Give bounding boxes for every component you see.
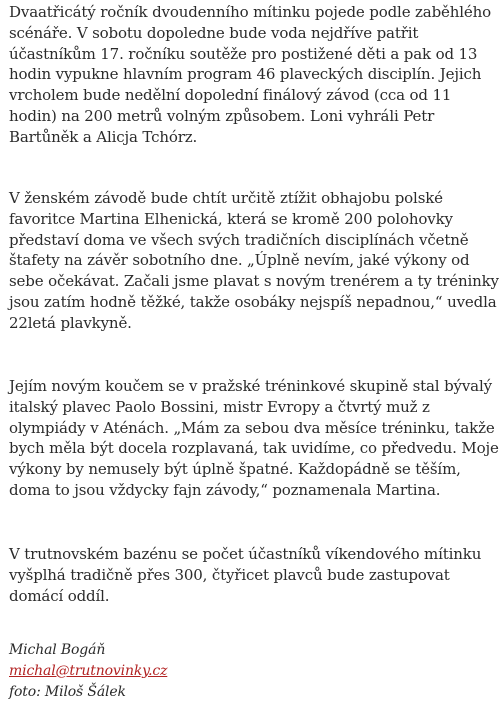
article-paragraph-4: V trutnovském bazénu se počet účastníků víkendového mítinku vyšplhá tradičně přes 300, čtyřicet plavců bude zastupovat domácí oddíl. bbox=[9, 545, 482, 605]
article-paragraph-3: Jejím novým koučem se v pražské tréninkové skupině stal bývalý italský plavec Paolo Bossini, mistr Evropy a čtvrtý muž z olympiády v Aténách. „Mám za sebou dva měsíce tréninku, takže bych měla být docela rozplavaná, tak uvidíme, co předvedu. Moje výkony by nemusely být úplně špatné. Každopádně se těším, doma to jsou vždycky fajn závody,“ poznamenala Martina. bbox=[9, 377, 499, 499]
article-paragraph-2: V ženském závodě bude chtít určitě ztížit obhajobu polské favoritce Martina Elhenická, která se kromě 200 polohovky představí doma ve všech svých tradičních disciplínách včetně štafety na závěr sobotního dne. „Úplně nevím, jaké výkony od sebe očekávat. Začali jsme plavat s novým trenérem a ty tréninky jsou zatím hodně těžké, takže osobáky nejspíš nepadnou,“ uvedla 22letá plavkyně. bbox=[9, 189, 499, 332]
author-email-link[interactable]: michal@trutnovinky.cz bbox=[9, 663, 168, 679]
article-paragraph-1: Dvaatřicátý ročník dvoudenního mítinku pojede podle zaběhlého scénáře. V sobotu dopoledne bude voda nejdříve patřit účastníkům 17. ročníku soutěže pro postižené děti a pak od 13 hodin vypukne hlavním program 46 plaveckých disciplín. Jejich vrcholem bude nedělní dopolední finálový závod (cca od 11 hodin) na 200 metrů volným způsobem. Loni vyhráli Petr Bartůněk a Alicja Tchórz. bbox=[9, 3, 492, 146]
author-name: Michal Bogáň bbox=[9, 642, 106, 658]
photo-credit: foto: Miloš Šálek bbox=[9, 684, 126, 700]
article-byline bbox=[9, 640, 167, 703]
